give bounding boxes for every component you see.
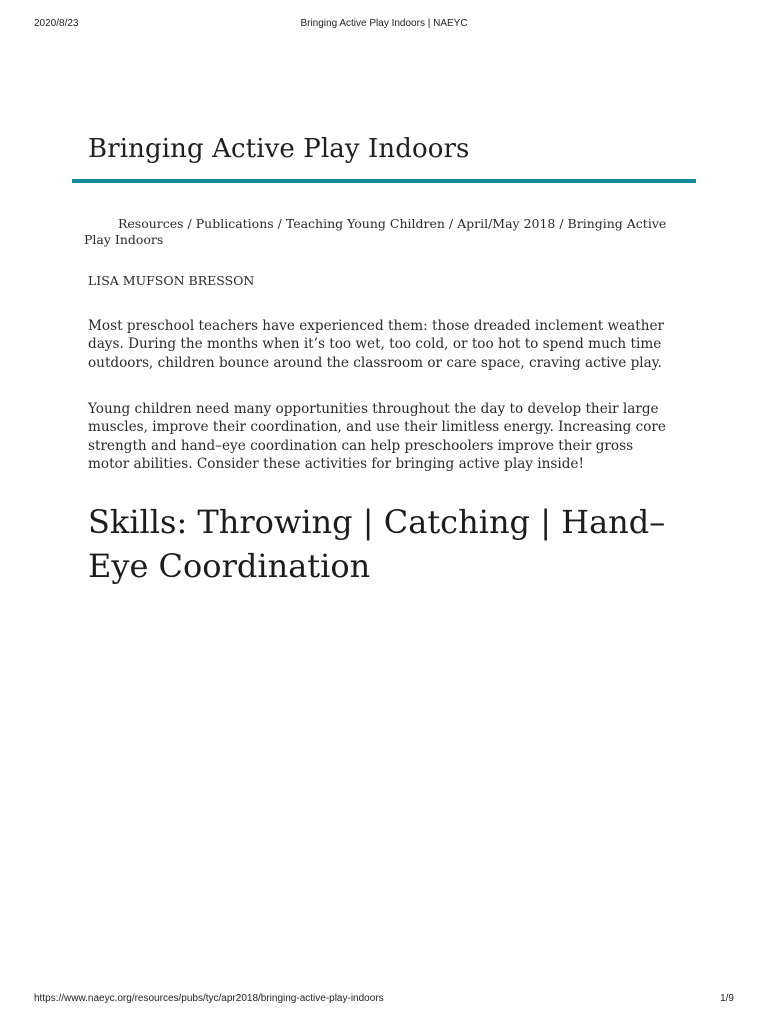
page-title: Bringing Active Play Indoors — [88, 134, 470, 164]
author-name: LISA MUFSON BRESSON — [88, 273, 255, 288]
print-date: 2020/8/23 — [34, 18, 79, 29]
intro-paragraph: Most preschool teachers have experienced them: those dreaded inclement weather days. During the months when it’s too wet, too cold, or too hot to spend much time outdoors, children bounce around the classroom or care space, craving active play. — [88, 318, 665, 371]
print-url: https://www.naeyc.org/resources/pubs/tyc/apr2018/bringing-active-play-indoors — [34, 993, 384, 1004]
title-divider — [72, 179, 696, 183]
print-header — [0, 18, 768, 32]
print-page-number: 1/9 — [720, 993, 734, 1004]
section-heading: Skills: Throwing | Catching | Hand–Eye Coordination — [88, 503, 666, 585]
print-page-title: Bringing Active Play Indoors | NAEYC — [300, 18, 468, 29]
breadcrumb-text[interactable]: Resources / Publications / Teaching Young Children / April/May 2018 / Bringing Active Play Indoors — [84, 216, 667, 247]
body-paragraph: Young children need many opportunities throughout the day to develop their large muscles, improve their coordination, and use their limitless energy. Increasing core strength and hand–eye coordination can help preschoolers improve their gross motor abilities. Consider these activities for bringing active play inside! — [88, 401, 666, 472]
print-footer — [0, 993, 768, 1007]
breadcrumb[interactable] — [84, 216, 674, 248]
